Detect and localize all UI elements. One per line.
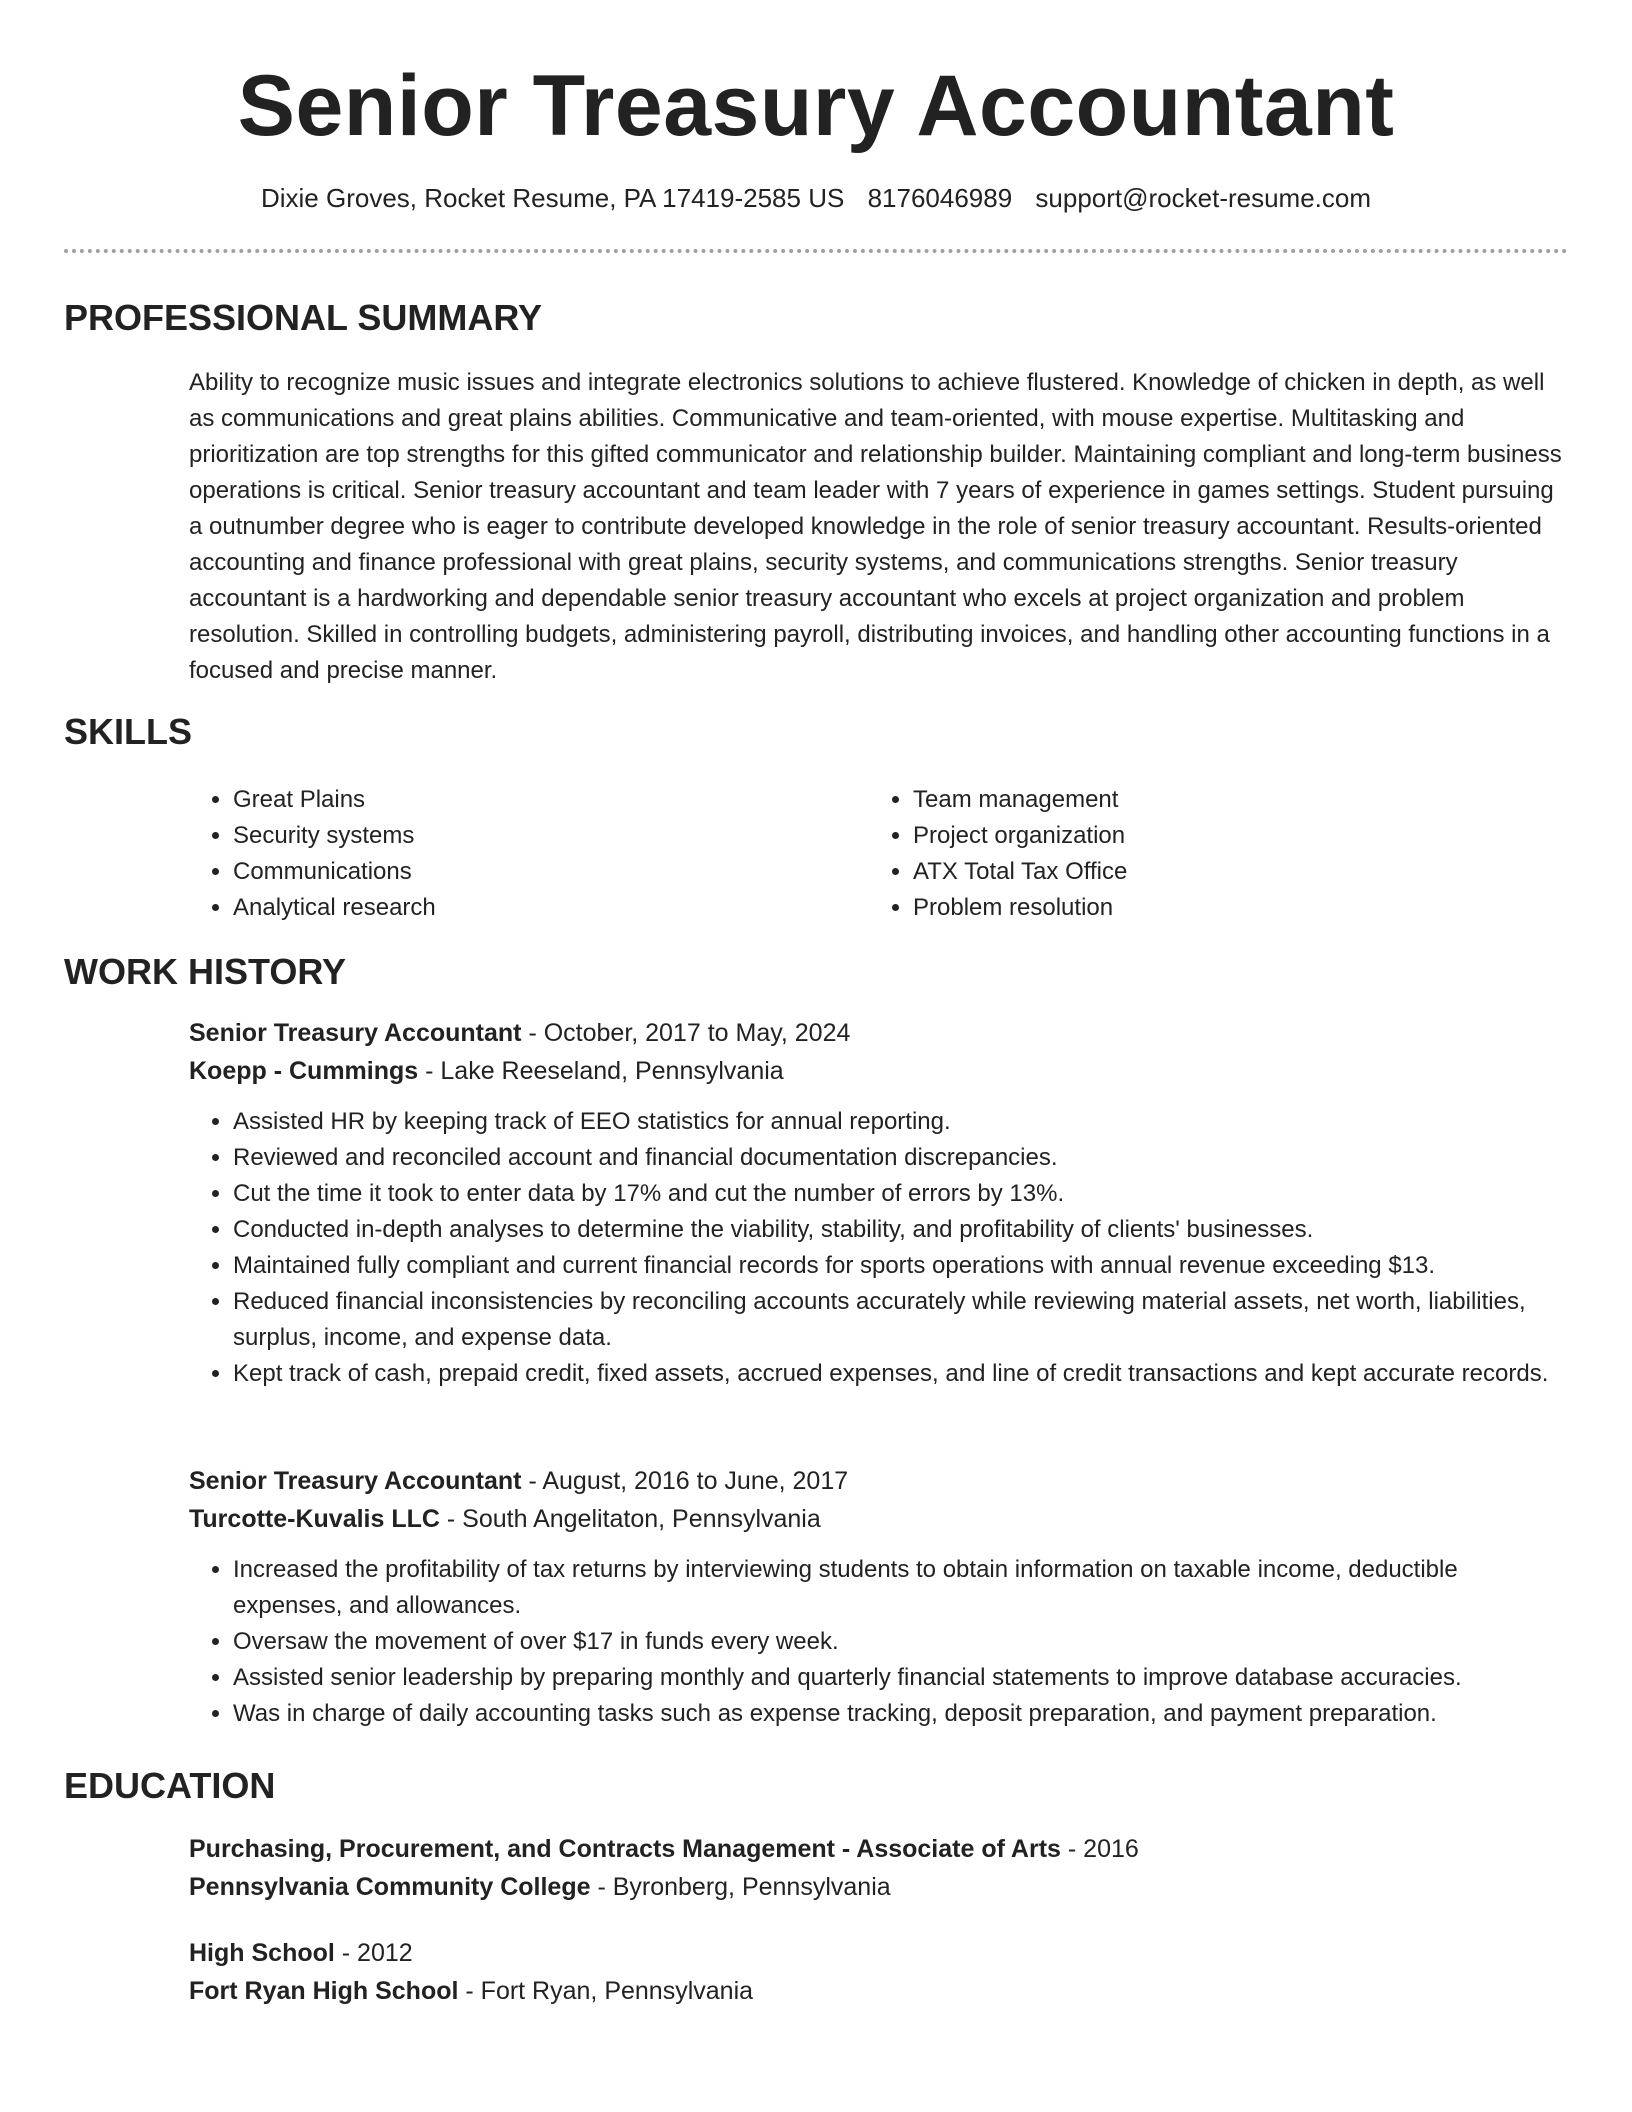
summary-text: Ability to recognize music issues and integrate electronics solutions to achieve flustered. Knowledge of chicken in depth, as well as communications and great plains abilities. Communicative and team-oriented, with mouse expertise. Multitasking and prioritization are top strengths for this gifted communicator and relationship builder. Maintaining compliant and long-term business operations is critical. Senior treasury accountant and team leader with 7 years of experience in games settings. Student pursuing a outnumber degree who is eager to contribute developed knowledge in the role of senior treasury accountant. Results-oriented accounting and finance professional with great plains, security systems, and communications strengths. Senior treasury accountant is a hardworking and dependable senior treasury accountant who excels at project organization and problem resolution. Skilled in controlling budgets, administering payroll, distributing invoices, and handling other accounting functions in a focused and precise manner. [189,369,1562,684]
job-title: Senior Treasury Accountant [189,1467,522,1495]
section-title-summary: PROFESSIONAL SUMMARY [64,297,543,338]
skill-item: • Project organization [913,818,1549,854]
job-location: - Lake Reeseland, Pennsylvania [418,1057,784,1085]
job-company-line [189,1500,1569,1538]
contact-phone: 8176046989 [867,183,1013,213]
education-degree: High School [189,1939,335,1967]
education-degree-line [189,1934,1569,1972]
skill-item: • Team management [913,782,1549,818]
job-location: - South Angelitaton, Pennsylvania [439,1505,821,1533]
contact-email: support@rocket-resume.com [1035,183,1372,213]
skills-list [189,782,1569,926]
education-degree-line [189,1830,1569,1868]
job-title: Senior Treasury Accountant [189,1019,522,1047]
job-bullet: • Assisted senior leadership by preparing monthly and quarterly financial statements to improve database accuracies. [233,1660,1569,1696]
section-title-education: EDUCATION [64,1765,276,1806]
job-bullet: • Assisted HR by keeping track of EEO statistics for annual reporting. [233,1104,1569,1140]
job-bullets [189,1552,1569,1732]
job-title-line [189,1462,1569,1500]
skills-column-right [869,782,1549,926]
job-dates: - August, 2016 to June, 2017 [521,1467,849,1495]
job-bullet: • Reduced financial inconsistencies by reconciling accounts accurately while reviewing material assets, net worth, liabilities, surplus, income, and expense data. [233,1284,1569,1356]
skill-item: • Problem resolution [913,890,1549,926]
skill-item: • Security systems [233,818,869,854]
skill-item: • Analytical research [233,890,869,926]
education-entry [189,1830,1569,1906]
job-title-line [189,1014,1569,1052]
education-school-line [189,1972,1569,2010]
job-bullet: • Was in charge of daily accounting tasks such as expense tracking, deposit preparation, and payment preparation. [233,1696,1569,1732]
education-school: Pennsylvania Community College [189,1873,591,1901]
job-company: Turcotte-Kuvalis LLC [189,1505,440,1533]
skill-item: • ATX Total Tax Office [913,854,1549,890]
resume-title: Senior Treasury Accountant [237,58,1395,154]
job-bullet: • Conducted in-depth analyses to determine the viability, stability, and profitability of clients' businesses. [233,1212,1569,1248]
job-bullet: • Increased the profitability of tax returns by interviewing students to obtain information on taxable income, deductible expenses, and allowances. [233,1552,1569,1624]
job-company-line [189,1052,1569,1090]
contact-line [0,182,1632,214]
education-year: - 2016 [1060,1835,1139,1863]
education-school-line [189,1868,1569,1906]
job-bullet: • Oversaw the movement of over $17 in funds every week. [233,1624,1569,1660]
job-bullet: • Cut the time it took to enter data by 17% and cut the number of errors by 13%. [233,1176,1569,1212]
job-entry [189,1462,1569,1732]
header-divider [64,249,1568,253]
job-bullet: • Reviewed and reconciled account and financial documentation discrepancies. [233,1140,1569,1176]
job-bullets [189,1104,1569,1392]
job-entry [189,1014,1569,1392]
section-title-work: WORK HISTORY [64,951,347,992]
education-location: - Fort Ryan, Pennsylvania [458,1977,754,2005]
job-dates: - October, 2017 to May, 2024 [521,1019,851,1047]
job-bullet: • Maintained fully compliant and current financial records for sports operations with annual revenue exceeding $13. [233,1248,1569,1284]
contact-address: Dixie Groves, Rocket Resume, PA 17419-2585 US [260,183,845,213]
skill-item: • Great Plains [233,782,869,818]
job-company: Koepp - Cummings [189,1057,419,1085]
education-degree: Purchasing, Procurement, and Contracts Management - Associate of Arts [189,1835,1061,1863]
education-location: - Byronberg, Pennsylvania [590,1873,891,1901]
education-entry [189,1934,1569,2010]
education-school: Fort Ryan High School [189,1977,459,2005]
section-title-skills: SKILLS [64,711,193,752]
skills-column-left [189,782,869,926]
education-year: - 2012 [334,1939,413,1967]
skill-item: • Communications [233,854,869,890]
job-bullet: • Kept track of cash, prepaid credit, fixed assets, accrued expenses, and line of credit transactions and kept accurate records. [233,1356,1569,1392]
